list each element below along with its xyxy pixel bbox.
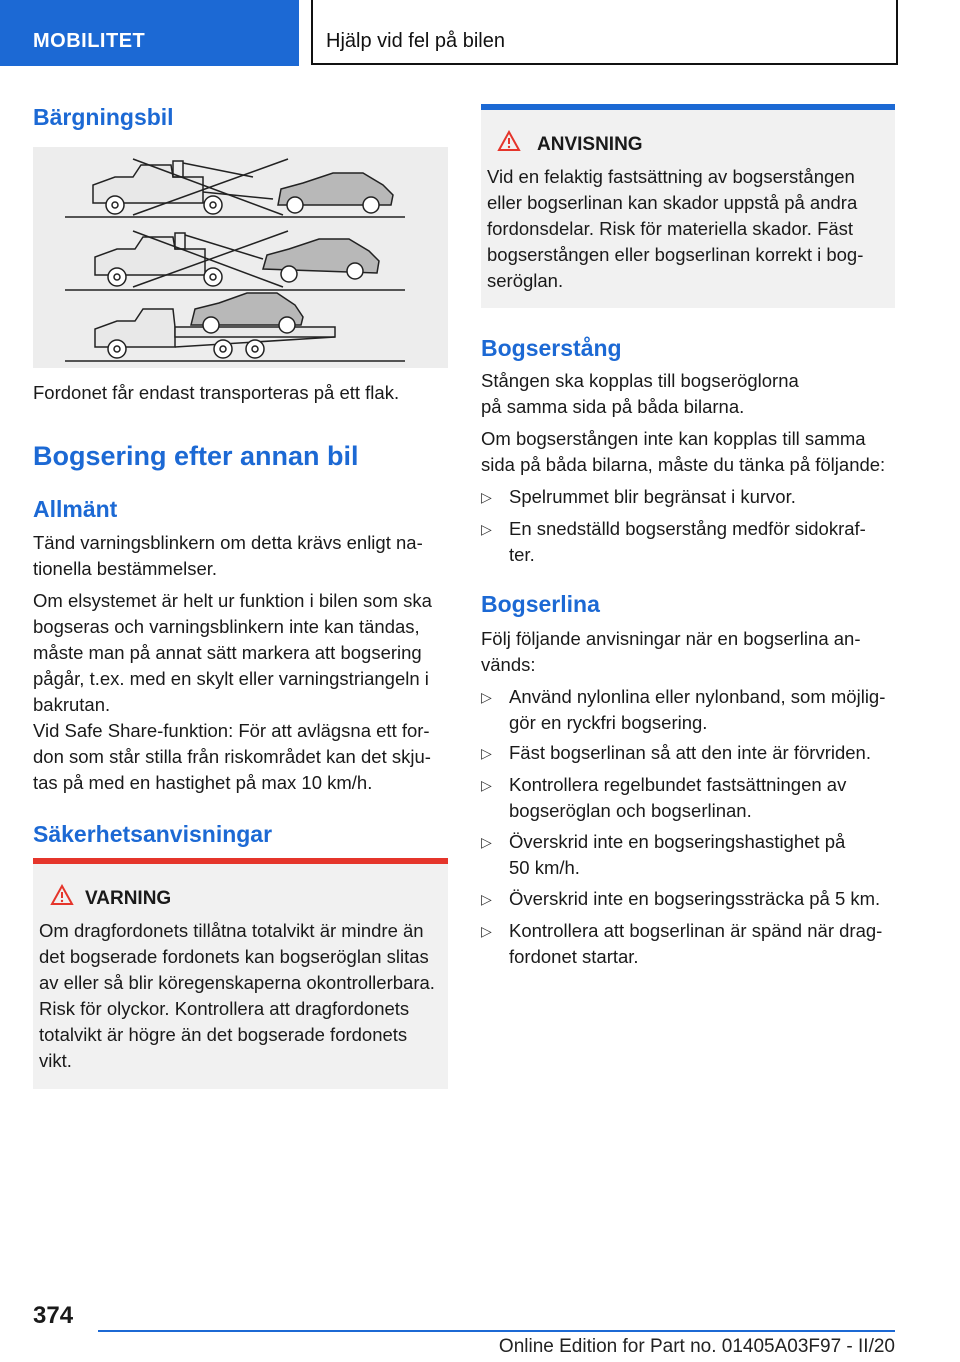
text-line: fordonsdelar. Risk för materiella skador. Fäst <box>487 218 854 239</box>
heading-bogserstang: Bogserstång <box>481 335 622 361</box>
section-tab <box>0 0 299 66</box>
text-line: måste man på annat sätt markera att bogsering <box>33 642 422 663</box>
text-line: ter. <box>509 544 535 565</box>
text-line: det bogserade fordonets kan bogseröglan slitas <box>39 946 429 967</box>
footer-divider <box>98 1330 895 1332</box>
text-line: Överskrid inte en bogseringshastighet på <box>509 831 846 852</box>
heading-allmant: Allmänt <box>33 496 118 522</box>
text-line: Stången ska kopplas till bogseröglorna <box>481 370 799 391</box>
text-line: bogseras och varningsblinkern inte kan tändas, <box>33 616 420 637</box>
text-line: Vid Safe Share-funktion: För att avlägsna ett for- <box>33 720 430 741</box>
text-line: Om dragfordonets tillåtna totalvikt är mindre än <box>39 920 424 941</box>
text-line: Om elsystemet är helt ur funktion i bilen som ska <box>33 590 432 611</box>
text-line: pågår, t.ex. med en skylt eller varningstriangeln i <box>33 668 429 689</box>
text-line: Fäst bogserlinan så att den inte är förvriden. <box>509 742 871 763</box>
paragraph-electrical-failure <box>33 588 453 718</box>
text-line: tas på med en hastighet på max 10 km/h. <box>33 772 373 793</box>
tow-truck-diagram <box>33 147 448 368</box>
text-line: bakrutan. <box>33 694 111 715</box>
notice-title: ANVISNING <box>537 134 643 155</box>
text-line: på samma sida på båda bilarna. <box>481 396 745 417</box>
bullet-triangle-icon: ▷ <box>481 834 492 850</box>
text-line: Följ följande anvisningar när en bogserlina an- <box>481 628 861 649</box>
warning-box <box>33 858 448 1089</box>
notice-box <box>481 104 895 308</box>
illustration-caption: Fordonet får endast transporteras på ett flak. <box>33 382 400 403</box>
heading-sakerhet: Säkerhetsanvisningar <box>33 821 273 847</box>
text-line: Om bogserstången inte kan kopplas till samma <box>481 428 866 449</box>
text-line: eller bogserlinan kan skador uppstå på andra <box>487 192 858 213</box>
chapter-header <box>311 0 898 65</box>
text-line: sida på båda bilarna, måste du tänka på följande: <box>481 454 886 475</box>
bullet-triangle-icon: ▷ <box>481 891 492 907</box>
heading-bargningsbil: Bärgningsbil <box>33 104 174 130</box>
paragraph-rod-attach <box>481 368 895 420</box>
text-line: Risk för olyckor. Kontrollera att dragfordonets <box>39 998 410 1019</box>
heading-bogsering: Bogsering efter annan bil <box>33 441 359 471</box>
warning-text <box>39 918 451 1074</box>
text-line: Överskrid inte en bogseringssträcka på 5 km. <box>509 888 881 909</box>
text-line: Kontrollera regelbundet fastsättningen av <box>509 774 847 795</box>
section-label: MOBILITET <box>33 30 146 52</box>
text-line: bogseröglan och bogserlinan. <box>509 800 752 821</box>
text-line: Vid en felaktig fastsättning av bogserstången <box>487 166 855 187</box>
warning-bar <box>33 858 448 864</box>
warning-triangle-icon <box>50 884 74 906</box>
paragraph-hazard-lights <box>33 530 453 582</box>
text-line: Använd nylonlina eller nylonband, som möjlig- <box>509 686 886 707</box>
bullet-triangle-icon: ▷ <box>481 489 492 505</box>
text-line: Spelrummet blir begränsat i kurvor. <box>509 486 796 507</box>
heading-bogserlina: Bogserlina <box>481 591 600 617</box>
text-line: Tänd varningsblinkern om detta krävs enligt na- <box>33 532 423 553</box>
notice-text <box>487 164 891 294</box>
text-line: totalvikt är högre än det bogserade fordonets <box>39 1024 408 1045</box>
text-line: tionella bestämmelser. <box>33 558 218 579</box>
text-line: fordonet startar. <box>509 946 639 967</box>
bullet-triangle-icon: ▷ <box>481 745 492 761</box>
page-number: 374 <box>33 1302 74 1329</box>
text-line: En snedställd bogserstång medför sidokraf- <box>509 518 866 539</box>
text-line: seröglan. <box>487 270 564 291</box>
paragraph-rope-intro <box>481 626 895 678</box>
notice-bar <box>481 104 895 110</box>
tow-truck-illustration <box>33 147 448 368</box>
edition-text: Online Edition for Part no. 01405A03F97 - II/20 <box>498 1336 895 1357</box>
text-line: vikt. <box>39 1050 72 1071</box>
bullet-triangle-icon: ▷ <box>481 521 492 537</box>
bullet-triangle-icon: ▷ <box>481 777 492 793</box>
chapter-title: Hjälp vid fel på bilen <box>326 30 505 52</box>
text-line: bogserstången eller bogserlinan korrekt i bog- <box>487 244 864 265</box>
text-line: 50 km/h. <box>509 857 580 878</box>
warning-title: VARNING <box>85 888 172 909</box>
text-line: don som står stilla från riskområdet kan det skju- <box>33 746 431 767</box>
text-line: vänds: <box>481 654 536 675</box>
text-line: av eller så blir köregenskaperna okontrollerbara. <box>39 972 435 993</box>
notice-triangle-icon <box>497 130 521 152</box>
bullet-triangle-icon: ▷ <box>481 689 492 705</box>
bullet-triangle-icon: ▷ <box>481 923 492 939</box>
text-line: gör en ryckfri bogsering. <box>509 712 708 733</box>
text-line: Kontrollera att bogserlinan är spänd när drag- <box>509 920 883 941</box>
paragraph-rod-notes <box>481 426 895 478</box>
paragraph-safe-share <box>33 718 453 796</box>
